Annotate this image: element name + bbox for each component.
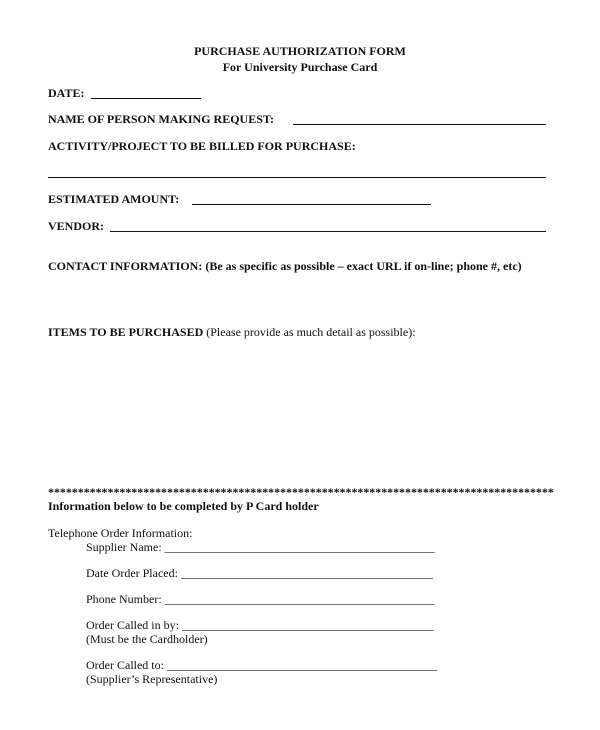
- order-called-to-field[interactable]: Order Called to: _____________________________________________: [86, 658, 437, 672]
- items-label: ITEMS TO BE PURCHASED: [48, 325, 204, 339]
- amount-field-line[interactable]: [192, 204, 431, 205]
- contact-hint: (Be as specific as possible – exact URL if on-line; phone #, etc): [205, 259, 522, 273]
- phone-order-heading: Telephone Order Information:: [48, 526, 193, 540]
- form-title: PURCHASE AUTHORIZATION FORM: [194, 44, 406, 58]
- vendor-label: VENDOR:: [48, 219, 104, 233]
- separator-stars: *************************************************************************************: [48, 485, 554, 499]
- activity-field-line[interactable]: [48, 177, 546, 178]
- cardholder-heading: Information below to be completed by P Card holder: [48, 499, 319, 513]
- amount-label: ESTIMATED AMOUNT:: [48, 192, 180, 206]
- phone-number-field[interactable]: Phone Number: _____________________________________________: [86, 592, 435, 606]
- must-be-cardholder-note: (Must be the Cardholder): [86, 632, 208, 646]
- requester-field-line[interactable]: [293, 124, 546, 125]
- date-label: DATE:: [48, 86, 85, 100]
- date-field-line[interactable]: [91, 98, 201, 99]
- requester-label: NAME OF PERSON MAKING REQUEST:: [48, 112, 275, 126]
- items-hint: (Please provide as much detail as possible):: [206, 325, 416, 339]
- contact-label: CONTACT INFORMATION:: [48, 259, 203, 273]
- contact-info-line: [48, 259, 522, 274]
- supplier-name-field[interactable]: Supplier Name: _____________________________________________: [86, 540, 435, 554]
- items-line: [48, 325, 416, 340]
- form-subtitle: For University Purchase Card: [222, 60, 378, 74]
- activity-label: ACTIVITY/PROJECT TO BE BILLED FOR PURCHASE:: [48, 139, 356, 153]
- date-order-placed-field[interactable]: Date Order Placed: __________________________________________: [86, 566, 433, 580]
- order-called-in-by-field[interactable]: Order Called in by: __________________________________________: [86, 618, 434, 632]
- suppliers-rep-note: (Supplier’s Representative): [86, 672, 218, 686]
- vendor-field-line[interactable]: [110, 231, 546, 232]
